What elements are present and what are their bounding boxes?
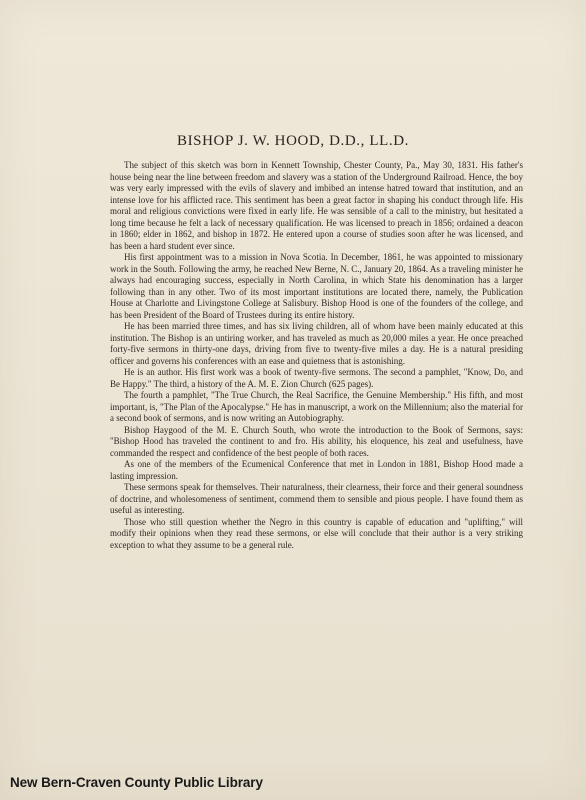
paragraph: As one of the members of the Ecumenical Conference that met in London in 1881, Bishop Hood made a lasting impression. bbox=[110, 459, 523, 481]
paragraph: His first appointment was to a mission in Nova Scotia. In December, 1861, he was appointed to missionary work in the South. Following the army, he reached New Berne, N. C., January 20, 1864. As a traveling minister he always had encouraging success, especially in North Carolina, in which State his denomination has a larger following than in any other. Two of its most important institutions are located there, namely, the Publication House at Charlotte and Livingstone College at Salisbury. Bishop Hood is one of the founders of the college, and has been President of the Board of Trustees during its entire history. bbox=[110, 252, 523, 320]
paragraph: These sermons speak for themselves. Their naturalness, their clearness, their force and their general soundness of doctrine, and wholesomeness of sentiment, commend them to sensible and pious people. I have found them as useful as interesting. bbox=[110, 482, 523, 515]
library-watermark: New Bern-Craven County Public Library bbox=[10, 775, 263, 790]
paragraph: The subject of this sketch was born in Kennett Township, Chester County, Pa., May 30, 1831. His father's house being near the line between freedom and slavery was a station of the Underground Railroad. Hence, the boy was very early impressed with the evils of slavery and imbibed an intense hatred toward that institution, and an intense love for his afflicted race. This sentiment has been a great factor in shaping his conduct through life. His moral and religious convictions were fixed in early life. He was sensible of a call to the ministry, but hesitated a long time because he felt a lack of necessary qualification. He was licensed to preach in 1856; ordained a deacon in 1860; elder in 1862, and bishop in 1872. He entered upon a course of studies soon after he was licensed, and has been a hard student ever since. bbox=[110, 160, 523, 251]
article-body bbox=[110, 160, 523, 551]
paragraph: He is an author. His first work was a book of twenty-five sermons. The second a pamphlet, "Know, Do, and Be Happy." The third, a history of the A. M. E. Zion Church (625 pages). bbox=[110, 367, 523, 389]
paragraph: He has been married three times, and has six living children, all of whom have been mainly educated at this institution. The Bishop is an untiring worker, and has traveled as much as 20,000 miles a year. He once preached forty-five sermons in thirty-one days, driving from five to twenty-five miles a day. He is a natural presiding officer and governs his conferences with an ease and quietness that is astonishing. bbox=[110, 321, 523, 366]
paragraph: The fourth a pamphlet, "The True Church, the Real Sacrifice, the Genuine Membership." His fifth, and most important, is, "The Plan of the Apocalypse." He has in manuscript, a work on the Millennium; also the material for a second book of sermons, and is now writing an Autobiography. bbox=[110, 390, 524, 423]
paragraph: Bishop Haygood of the M. E. Church South, who wrote the introduction to the Book of Sermons, says: "Bishop Hood has traveled the continent to and fro. His ability, his eloquence, his zeal and usefulness, have commanded the respect and confidence of the best people of both races. bbox=[110, 424, 523, 458]
page-title: BISHOP J. W. HOOD, D.D., LL.D. bbox=[176, 133, 410, 149]
paragraph: Those who still question whether the Negro in this country is capable of education and "uplifting," will modify their opinions when they read these sermons, or else will conclude that their author is a very striking exception to what they assume to be a general rule. bbox=[110, 516, 523, 550]
